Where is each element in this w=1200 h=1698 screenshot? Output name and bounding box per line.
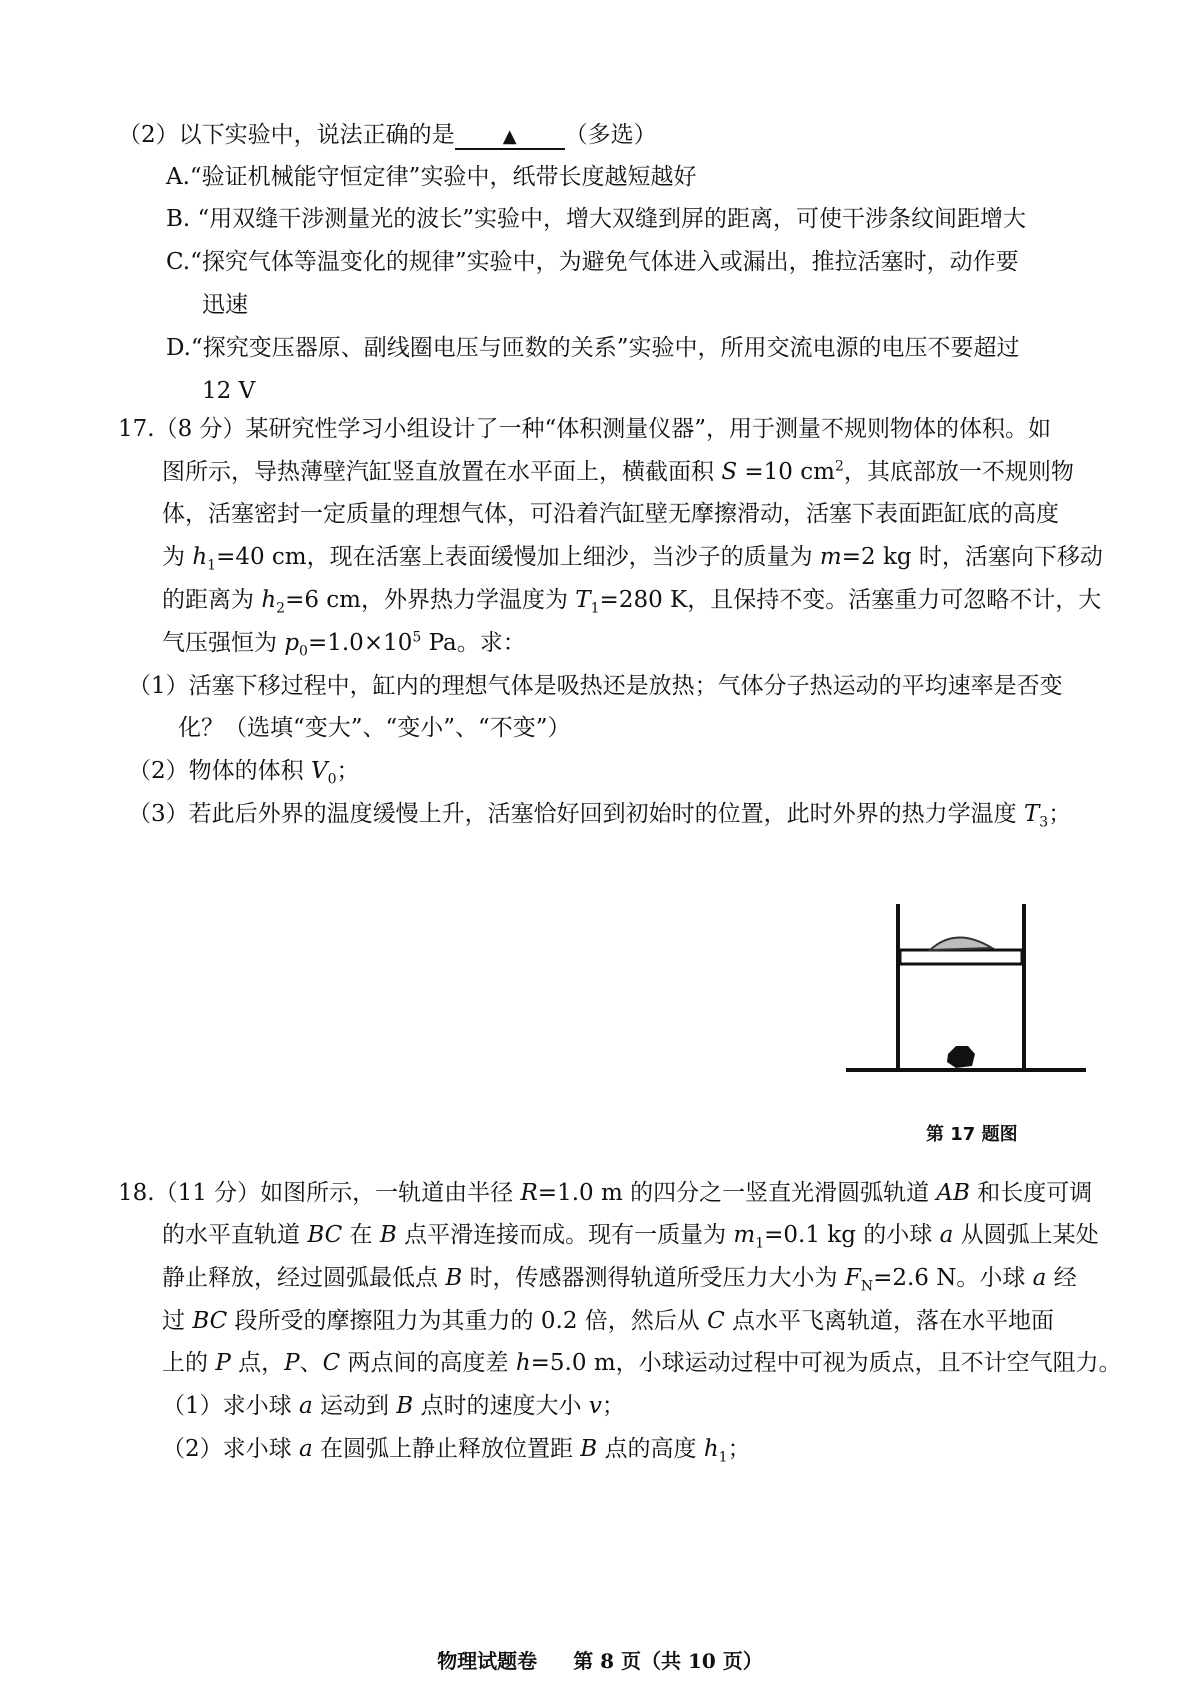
q17-part3: （3）若此后外界的温度缓慢上升，活塞恰好回到初始时的位置，此时外界的热力学温度 $T_3$； — [128, 801, 1072, 831]
q18-part1: （1）求小球 a 运动到 B 点时的速度大小 v； — [162, 1393, 625, 1419]
q18-line-2: 的水平直轨道 BC 在 B 点平滑连接而成。现有一质量为 $m_1=0.1$ kg 的小球 a 从圆弧上某处 — [162, 1222, 1099, 1252]
q16-option-b: B. “用双缝干涉测量光的波长”实验中，增大双缝到屏的距离，可使干涉条纹间距增大 — [166, 206, 1027, 232]
q17-line-2: 图所示，导热薄壁汽缸竖直放置在水平面上，横截面积 S =10 $cm^2$，其底部放一不规则物 — [162, 458, 1074, 485]
q18-part2: （2）求小球 a 在圆弧上静止释放位置距 B 点的高度 $h_1$； — [162, 1436, 751, 1466]
q18-line-5: 上的 P 点，P、C 两点间的高度差 h=5.0 m，小球运动过程中可视为质点，且不计空气阻力。 — [162, 1350, 1122, 1376]
footer-page-number: 第 8 页（共 10 页） — [573, 1649, 763, 1673]
footer-subject: 物理试题卷 — [437, 1649, 538, 1673]
q18-line-4: 过 BC 段所受的摩擦阻力为其重力的 0.2 倍，然后从 C 点水平飞离轨道，落在水平地面 — [162, 1308, 1054, 1334]
triangle-mark: ▲ — [502, 126, 517, 147]
q17-line-1: 17.（8 分）某研究性学习小组设计了一种“体积测量仪器”，用于测量不规则物体的体积。如 — [118, 416, 1052, 442]
page-footer — [0, 1645, 1200, 1674]
q16-option-c: C.“探究气体等温变化的规律”实验中，为避免气体进入或漏出，推拉活塞时，动作要 — [166, 249, 1019, 275]
q16-option-c-cont: 迅速 — [202, 292, 248, 318]
q16-part2-stem: （2）以下实验中，说法正确的是 ▲ （多选） — [118, 122, 657, 148]
irregular-object — [947, 1046, 975, 1068]
q18-line-3: 静止释放，经过圆弧最低点 B 时，传感器测得轨道所受压力大小为 $F_N=2.6$ N。小球 a 经 — [162, 1265, 1077, 1295]
q16-option-d: D.“探究变压器原、副线圈电压与匝数的关系”实验中，所用交流电源的电压不要超过 — [166, 335, 1020, 361]
cylinder-figure — [846, 904, 1106, 1074]
piston — [900, 950, 1022, 964]
q17-line-5: 的距离为 $h_2=6$ cm，外界热力学温度为 $T_1=280$ K，且保持不变。活塞重力可忽略不计，大 — [162, 587, 1102, 617]
q18-line-1: 18.（11 分）如图所示，一轨道由半径 R=1.0 m 的四分之一竖直光滑圆弧轨道 AB 和长度可调 — [118, 1180, 1093, 1206]
answer-blank — [455, 126, 565, 150]
q16-option-a: A.“验证机械能守恒定律”实验中，纸带长度越短越好 — [166, 164, 697, 190]
q17-line-4: 为 $h_1=40$ cm，现在活塞上表面缓慢加上细沙，当沙子的质量为 m=2 kg 时，活塞向下移动 — [162, 544, 1103, 574]
q16-option-d-cont: 12 V — [202, 378, 256, 404]
q17-line-3: 体，活塞密封一定质量的理想气体，可沿着汽缸壁无摩擦滑动，活塞下表面距缸底的高度 — [162, 501, 1059, 527]
q17-part1-cont: 化？（选填“变大”、“变小”、“不变”） — [178, 715, 571, 741]
q17-part1: （1）活塞下移过程中，缸内的理想气体是吸热还是放热；气体分子热运动的平均速率是否变 — [128, 673, 1063, 699]
figure-caption: 第 17 题图 — [926, 1124, 1018, 1145]
q17-line-6: 气压强恒为 $p_0=1.0\times 10^5$ Pa。求： — [162, 629, 526, 660]
q17-part2: （2）物体的体积 $V_0$； — [128, 758, 360, 788]
sand-pile — [930, 937, 992, 950]
